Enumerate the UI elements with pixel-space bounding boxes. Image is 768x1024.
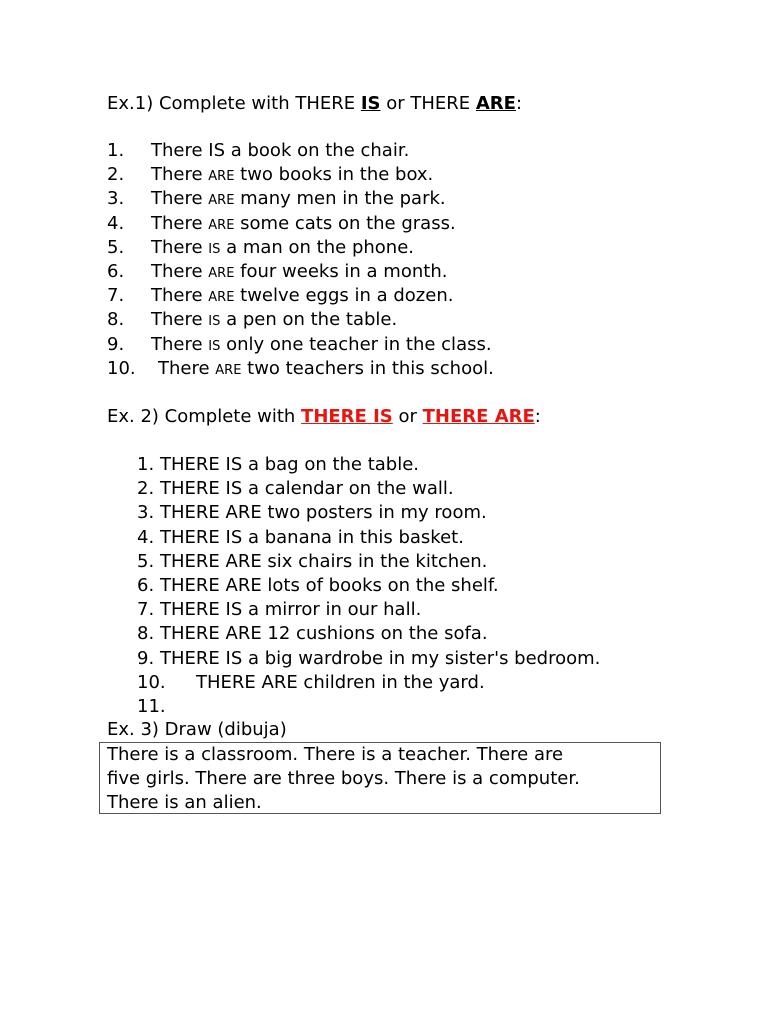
ex1-item-answer: IS [208, 140, 226, 161]
ex1-list-item [107, 212, 494, 236]
exercise-2-list [137, 453, 600, 719]
draw-box-line: There is an alien. [107, 792, 262, 813]
ex1-item-prefix: There [151, 188, 209, 210]
ex2-list-item [137, 622, 600, 646]
ex2-heading-there-is: THERE IS [301, 406, 393, 427]
ex2-item-text: THERE IS a bag on the table. [160, 454, 420, 475]
ex1-heading-prefix: Ex.1) Complete with THERE [107, 93, 361, 114]
ex1-item-answer: ARE [208, 169, 235, 185]
ex1-list-item [107, 333, 494, 357]
ex2-list-item [137, 671, 600, 695]
ex1-list-item [107, 308, 494, 332]
ex1-item-prefix: There [151, 236, 209, 258]
ex1-item-rest: two teachers in this school. [241, 357, 494, 379]
ex2-item-number: 4. [137, 526, 155, 548]
draw-box-line: There is a classroom. There is a teacher. There are [107, 744, 564, 765]
ex1-item-answer: IS [208, 314, 221, 330]
ex2-item-number: 8. [137, 623, 155, 645]
ex1-item-number: 8. [107, 309, 125, 331]
ex1-list-item [107, 187, 494, 211]
ex1-item-number: 9. [107, 333, 125, 355]
ex2-heading-suffix: : [534, 406, 541, 427]
ex1-item-rest: twelve eggs in a dozen. [234, 285, 454, 307]
ex1-item-answer: IS [208, 338, 221, 354]
ex1-item-rest: a pen on the table. [220, 309, 398, 331]
ex1-item-prefix: There [151, 260, 209, 282]
ex1-item-rest: only one teacher in the class. [220, 333, 492, 355]
ex2-heading-mid: or [392, 406, 423, 427]
ex1-item-answer: ARE [208, 265, 235, 281]
ex1-item-rest: a man on the phone. [220, 236, 414, 258]
ex1-item-answer: ARE [215, 362, 242, 378]
ex1-item-number: 5. [107, 236, 125, 258]
draw-box-line: five girls. There are three boys. There is a computer. [107, 768, 580, 789]
ex2-list-item [137, 501, 600, 525]
ex2-heading-there-are: THERE ARE [422, 406, 535, 427]
ex2-list-item [137, 598, 600, 622]
ex1-item-number: 10. [107, 357, 136, 379]
ex2-item-number: 6. [137, 574, 155, 596]
ex2-item-text: THERE IS a big wardrobe in my sister's bedroom. [160, 647, 601, 669]
ex1-item-number: 1. [107, 140, 125, 161]
ex1-item-answer: ARE [208, 193, 235, 209]
ex1-item-prefix: There [158, 357, 216, 379]
exercise-3-heading: Ex. 3) Draw (dibuja) [107, 719, 287, 740]
ex2-list-item [137, 453, 600, 477]
ex1-item-prefix: There [151, 309, 209, 331]
ex1-list-item [107, 284, 494, 308]
ex2-item-text: THERE ARE 12 cushions on the sofa. [160, 623, 488, 645]
ex2-item-text: THERE ARE six chairs in the kitchen. [160, 550, 488, 572]
ex1-item-rest: four weeks in a month. [234, 260, 448, 282]
ex1-list-item [107, 357, 494, 381]
exercise-1-list [107, 139, 494, 381]
ex2-item-number: 2. [137, 478, 155, 500]
ex1-item-number: 4. [107, 212, 125, 234]
ex2-item-number: 3. [137, 502, 155, 524]
draw-box [99, 742, 661, 814]
ex2-item-number: 9. [137, 647, 155, 669]
exercise-1-heading [107, 92, 522, 116]
ex1-heading-mid: or THERE [380, 93, 476, 114]
ex2-list-item [137, 550, 600, 574]
ex2-item-text: THERE IS a banana in this basket. [160, 526, 464, 548]
ex1-item-prefix: There [151, 285, 209, 307]
ex1-item-rest: a book on the chair. [225, 140, 410, 161]
ex2-item-number: 11. [137, 695, 166, 717]
ex1-item-prefix: There [151, 164, 209, 186]
ex2-heading-prefix: Ex. 2) Complete with [107, 406, 302, 427]
ex1-item-number: 7. [107, 285, 125, 307]
ex1-heading-suffix: : [515, 93, 523, 114]
ex2-list-item [137, 647, 600, 671]
ex2-list-item [137, 695, 600, 719]
ex2-item-text: THERE ARE children in the yard. [196, 671, 485, 693]
ex1-item-number: 2. [107, 164, 125, 186]
ex2-item-text: THERE IS a calendar on the wall. [160, 478, 454, 500]
ex1-heading-are: ARE [475, 93, 516, 114]
ex2-list-item [137, 574, 600, 598]
ex2-item-number: 7. [137, 599, 155, 621]
ex1-list-item [107, 260, 494, 284]
ex2-item-number: 1. [137, 454, 155, 475]
ex1-heading-is: IS [360, 93, 381, 114]
exercise-2-heading [107, 405, 541, 429]
ex1-item-prefix: There [151, 333, 209, 355]
ex1-list-item [107, 236, 494, 260]
ex1-item-answer: IS [208, 241, 221, 257]
ex2-list-item [137, 526, 600, 550]
ex2-item-text: THERE ARE two posters in my room. [160, 502, 487, 524]
ex2-list-item [137, 477, 600, 501]
ex1-list-item [107, 139, 494, 163]
ex2-item-number: 5. [137, 550, 155, 572]
ex1-list-item [107, 163, 494, 187]
ex2-item-number: 10. [137, 671, 166, 693]
ex1-item-rest: some cats on the grass. [234, 212, 456, 234]
ex1-item-number: 3. [107, 188, 125, 210]
ex1-item-prefix: There [151, 140, 209, 161]
ex1-item-number: 6. [107, 260, 125, 282]
ex1-item-rest: two books in the box. [234, 164, 434, 186]
ex2-item-text: THERE IS a mirror in our hall. [160, 599, 422, 621]
ex2-item-text: THERE ARE lots of books on the shelf. [160, 574, 499, 596]
ex1-item-answer: ARE [208, 290, 235, 306]
ex1-item-answer: ARE [208, 217, 235, 233]
ex1-item-prefix: There [151, 212, 209, 234]
ex1-item-rest: many men in the park. [234, 188, 446, 210]
